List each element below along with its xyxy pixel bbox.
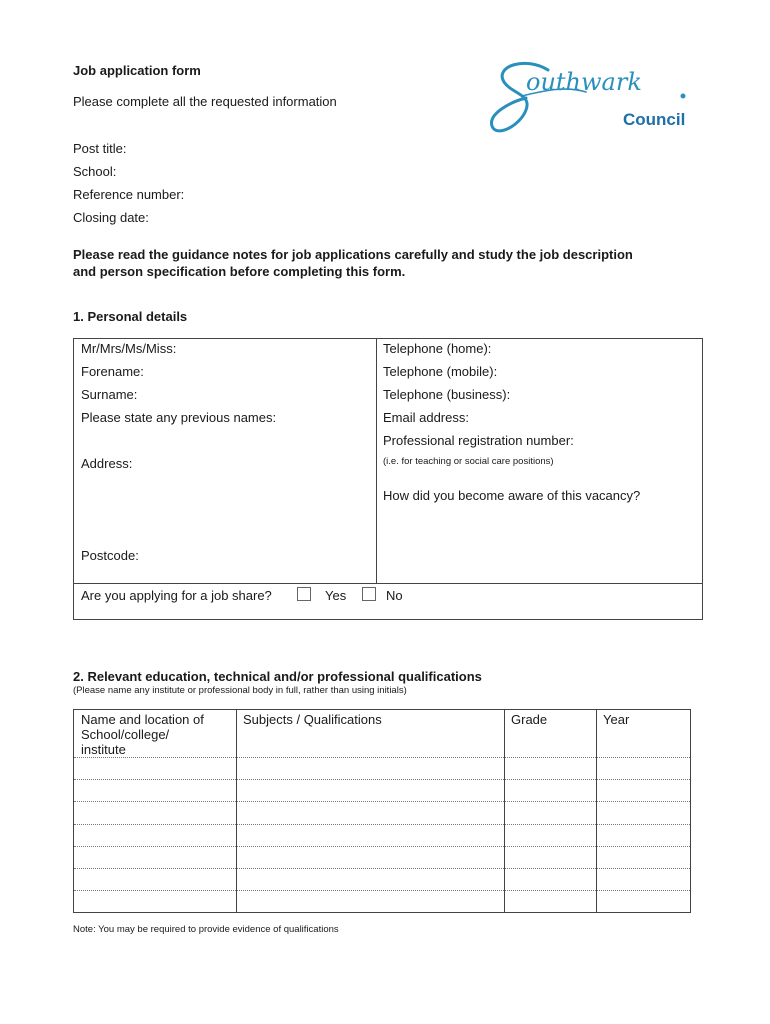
table-row[interactable]	[74, 891, 690, 912]
column-divider	[376, 338, 377, 583]
form-title: Job application form	[73, 63, 201, 78]
personal-details-box	[73, 338, 703, 620]
post-title-label: Post title:	[73, 141, 127, 156]
previous-names-field[interactable]: Please state any previous names:	[81, 410, 277, 425]
forename-field[interactable]: Forename:	[81, 364, 144, 379]
table-row[interactable]	[74, 825, 690, 846]
column-header-year: Year	[603, 712, 630, 727]
table-row[interactable]	[74, 758, 690, 779]
job-share-no-label: No	[386, 588, 403, 603]
education-subheading: (Please name any institute or professional body in full, rather than using initials)	[73, 685, 407, 696]
professional-registration-field[interactable]: Professional registration number:	[383, 433, 574, 448]
guidance-line-2: and person specification before completing this form.	[73, 264, 406, 279]
table-row[interactable]	[74, 869, 690, 890]
job-share-question: Are you applying for a job share?	[81, 588, 272, 603]
column-header-grade: Grade	[511, 712, 548, 727]
school-label: School:	[73, 164, 117, 179]
column-header-institute-1: Name and location of	[81, 712, 204, 727]
closing-date-label: Closing date:	[73, 210, 149, 225]
vacancy-source-field[interactable]: How did you become aware of this vacancy?	[383, 488, 641, 503]
address-field[interactable]: Address:	[81, 456, 133, 471]
guidance-line-1: Please read the guidance notes for job applications carefully and study the job description	[73, 247, 633, 262]
education-heading: 2. Relevant education, technical and/or professional qualifications	[73, 669, 482, 684]
email-field[interactable]: Email address:	[383, 410, 469, 425]
job-share-yes-checkbox[interactable]	[297, 587, 311, 601]
telephone-mobile-field[interactable]: Telephone (mobile):	[383, 364, 498, 379]
postcode-field[interactable]: Postcode:	[81, 548, 139, 563]
professional-registration-note: (i.e. for teaching or social care positions)	[383, 456, 554, 467]
table-row[interactable]	[74, 847, 690, 868]
job-share-no-checkbox[interactable]	[362, 587, 376, 601]
personal-details-heading: 1. Personal details	[73, 309, 188, 324]
table-row[interactable]	[74, 802, 690, 823]
row-divider	[73, 583, 703, 584]
svg-text:outhwark: outhwark	[526, 68, 642, 96]
surname-field[interactable]: Surname:	[81, 387, 138, 402]
reference-number-label: Reference number:	[73, 187, 185, 202]
column-header-institute-2: School/college/	[81, 727, 170, 742]
council-wordmark: Council	[623, 110, 686, 129]
southwark-council-logo	[486, 52, 692, 144]
table-row[interactable]	[74, 780, 690, 801]
telephone-business-field[interactable]: Telephone (business):	[383, 387, 511, 402]
column-header-institute-3: institute	[81, 742, 126, 757]
qualifications-note: Note: You may be required to provide evidence of qualifications	[73, 924, 339, 935]
form-subtitle: Please complete all the requested information	[73, 94, 337, 109]
column-header-subjects: Subjects / Qualifications	[243, 712, 382, 727]
title-field[interactable]: Mr/Mrs/Ms/Miss:	[81, 341, 177, 356]
job-share-yes-label: Yes	[325, 588, 347, 603]
telephone-home-field[interactable]: Telephone (home):	[383, 341, 492, 356]
